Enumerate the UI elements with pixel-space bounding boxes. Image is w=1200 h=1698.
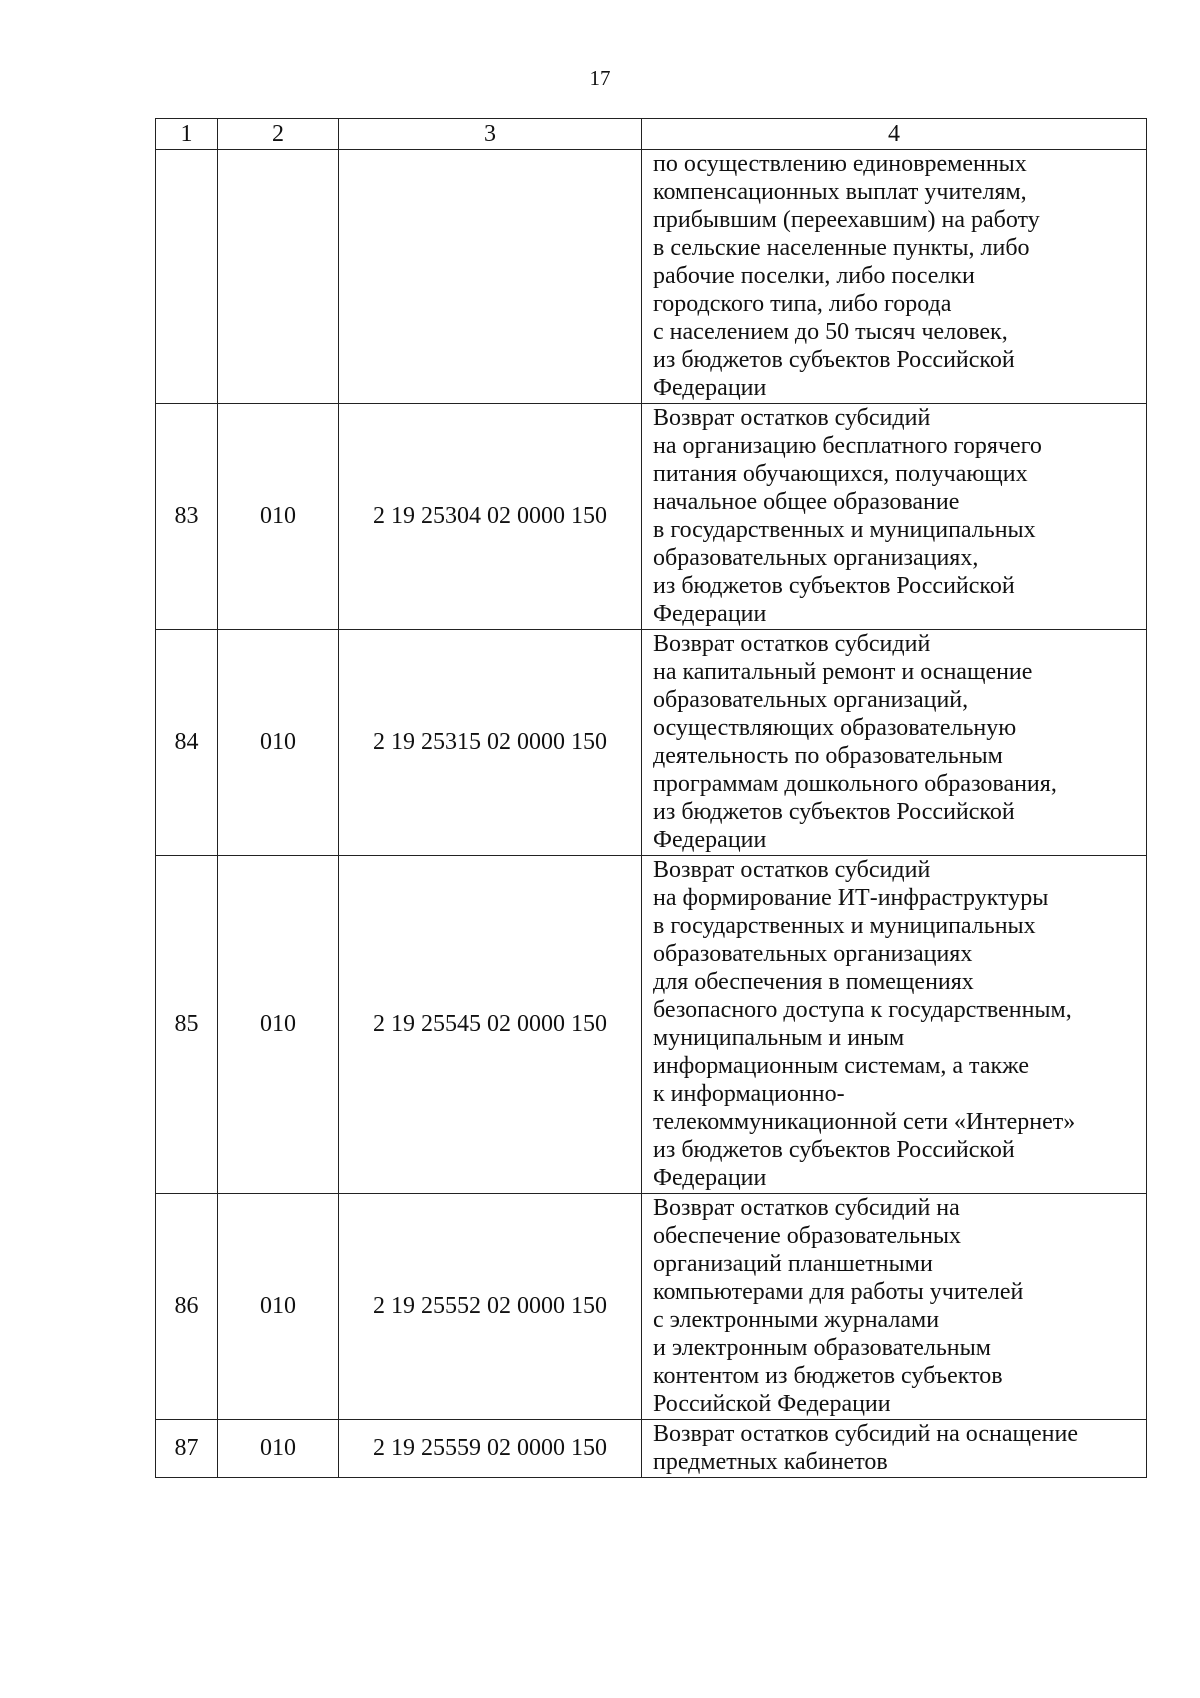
row-number-cell: 87: [156, 1420, 218, 1478]
description-line: Федерации: [653, 601, 767, 627]
column-header-4: 4: [642, 119, 1147, 150]
description-line: на организацию бесплатного горячего: [653, 433, 1042, 459]
description-line: к информационно-: [653, 1081, 845, 1107]
description-line: образовательных организациях,: [653, 545, 979, 571]
column-header-1: 1: [156, 119, 218, 150]
description-line: безопасного доступа к государственным,: [653, 997, 1072, 1023]
description-line: обеспечение образовательных: [653, 1223, 962, 1249]
description-line: Возврат остатков субсидий: [653, 405, 931, 431]
budget-code-table: [155, 118, 1147, 1478]
description-line: программам дошкольного образования,: [653, 771, 1057, 797]
chapter-code-cell: [218, 150, 339, 404]
description-line: Возврат остатков субсидий на: [653, 1195, 960, 1221]
description-line: на формирование ИТ-инфраструктуры: [653, 885, 1049, 911]
description-line: из бюджетов субъектов Российской: [653, 573, 1015, 599]
chapter-code-cell: 010: [218, 404, 339, 630]
column-header-2: 2: [218, 119, 339, 150]
description-line: с электронными журналами: [653, 1307, 940, 1333]
description-line: в сельские населенные пункты, либо: [653, 235, 1030, 261]
description-line: осуществляющих образовательную: [653, 715, 1017, 741]
description-line: Возврат остатков субсидий на оснащение: [653, 1421, 1079, 1447]
table-row: [156, 404, 1147, 630]
chapter-code-cell: 010: [218, 856, 339, 1194]
description-cell: [642, 150, 1147, 404]
chapter-code-cell: 010: [218, 1194, 339, 1420]
description-line: с населением до 50 тысяч человек,: [653, 319, 1008, 345]
description-line: для обеспечения в помещениях: [653, 969, 974, 995]
table-row: [156, 150, 1147, 404]
description-cell: [642, 1420, 1147, 1478]
description-line: телекоммуникационной сети «Интернет»: [653, 1109, 1076, 1135]
description-line: Возврат остатков субсидий: [653, 857, 931, 883]
description-line: контентом из бюджетов субъектов: [653, 1363, 1003, 1389]
row-number-cell: 83: [156, 404, 218, 630]
budget-code-cell: 2 19 25304 02 0000 150: [339, 404, 642, 630]
table-row: [156, 1420, 1147, 1478]
description-line: информационным системам, а также: [653, 1053, 1030, 1079]
table-body: [156, 150, 1147, 1478]
description-line: компенсационных выплат учителям,: [653, 179, 1027, 205]
description-cell: [642, 856, 1147, 1194]
row-number-cell: 86: [156, 1194, 218, 1420]
page-number: 17: [589, 66, 611, 90]
budget-code-cell: 2 19 25545 02 0000 150: [339, 856, 642, 1194]
description-line: предметных кабинетов: [653, 1449, 888, 1475]
row-number-cell: [156, 150, 218, 404]
description-line: Российской Федерации: [653, 1391, 891, 1417]
description-line: Возврат остатков субсидий: [653, 631, 931, 657]
description-line: муниципальным и иным: [653, 1025, 905, 1051]
description-line: на капитальный ремонт и оснащение: [653, 659, 1033, 685]
description-line: деятельность по образовательным: [653, 743, 1003, 769]
description-line: образовательных организациях: [653, 941, 973, 967]
description-line: образовательных организаций,: [653, 687, 969, 713]
description-line: из бюджетов субъектов Российской: [653, 1137, 1015, 1163]
row-number-cell: 84: [156, 630, 218, 856]
description-line: в государственных и муниципальных: [653, 517, 1036, 543]
budget-code-cell: 2 19 25315 02 0000 150: [339, 630, 642, 856]
table-row: [156, 856, 1147, 1194]
description-line: Федерации: [653, 375, 767, 401]
chapter-code-cell: 010: [218, 1420, 339, 1478]
description-line: из бюджетов субъектов Российской: [653, 799, 1015, 825]
description-line: из бюджетов субъектов Российской: [653, 347, 1015, 373]
description-cell: [642, 404, 1147, 630]
table-header-row: [156, 119, 1147, 150]
description-cell: [642, 1194, 1147, 1420]
row-number-cell: 85: [156, 856, 218, 1194]
description-line: городского типа, либо города: [653, 291, 952, 317]
budget-code-cell: 2 19 25552 02 0000 150: [339, 1194, 642, 1420]
column-header-3: 3: [339, 119, 642, 150]
budget-code-cell: [339, 150, 642, 404]
description-line: начальное общее образование: [653, 489, 960, 515]
description-cell: [642, 630, 1147, 856]
table-row: [156, 1194, 1147, 1420]
table-row: [156, 630, 1147, 856]
description-line: организаций планшетными: [653, 1251, 933, 1277]
description-line: по осуществлению единовременных: [653, 151, 1027, 177]
description-line: в государственных и муниципальных: [653, 913, 1036, 939]
description-line: Федерации: [653, 827, 767, 853]
description-line: прибывшим (переехавшим) на работу: [653, 207, 1040, 233]
chapter-code-cell: 010: [218, 630, 339, 856]
description-line: Федерации: [653, 1165, 767, 1191]
description-line: компьютерами для работы учителей: [653, 1279, 1024, 1305]
budget-code-cell: 2 19 25559 02 0000 150: [339, 1420, 642, 1478]
description-line: и электронным образовательным: [653, 1335, 991, 1361]
description-line: рабочие поселки, либо поселки: [653, 263, 975, 289]
description-line: питания обучающихся, получающих: [653, 461, 1028, 487]
